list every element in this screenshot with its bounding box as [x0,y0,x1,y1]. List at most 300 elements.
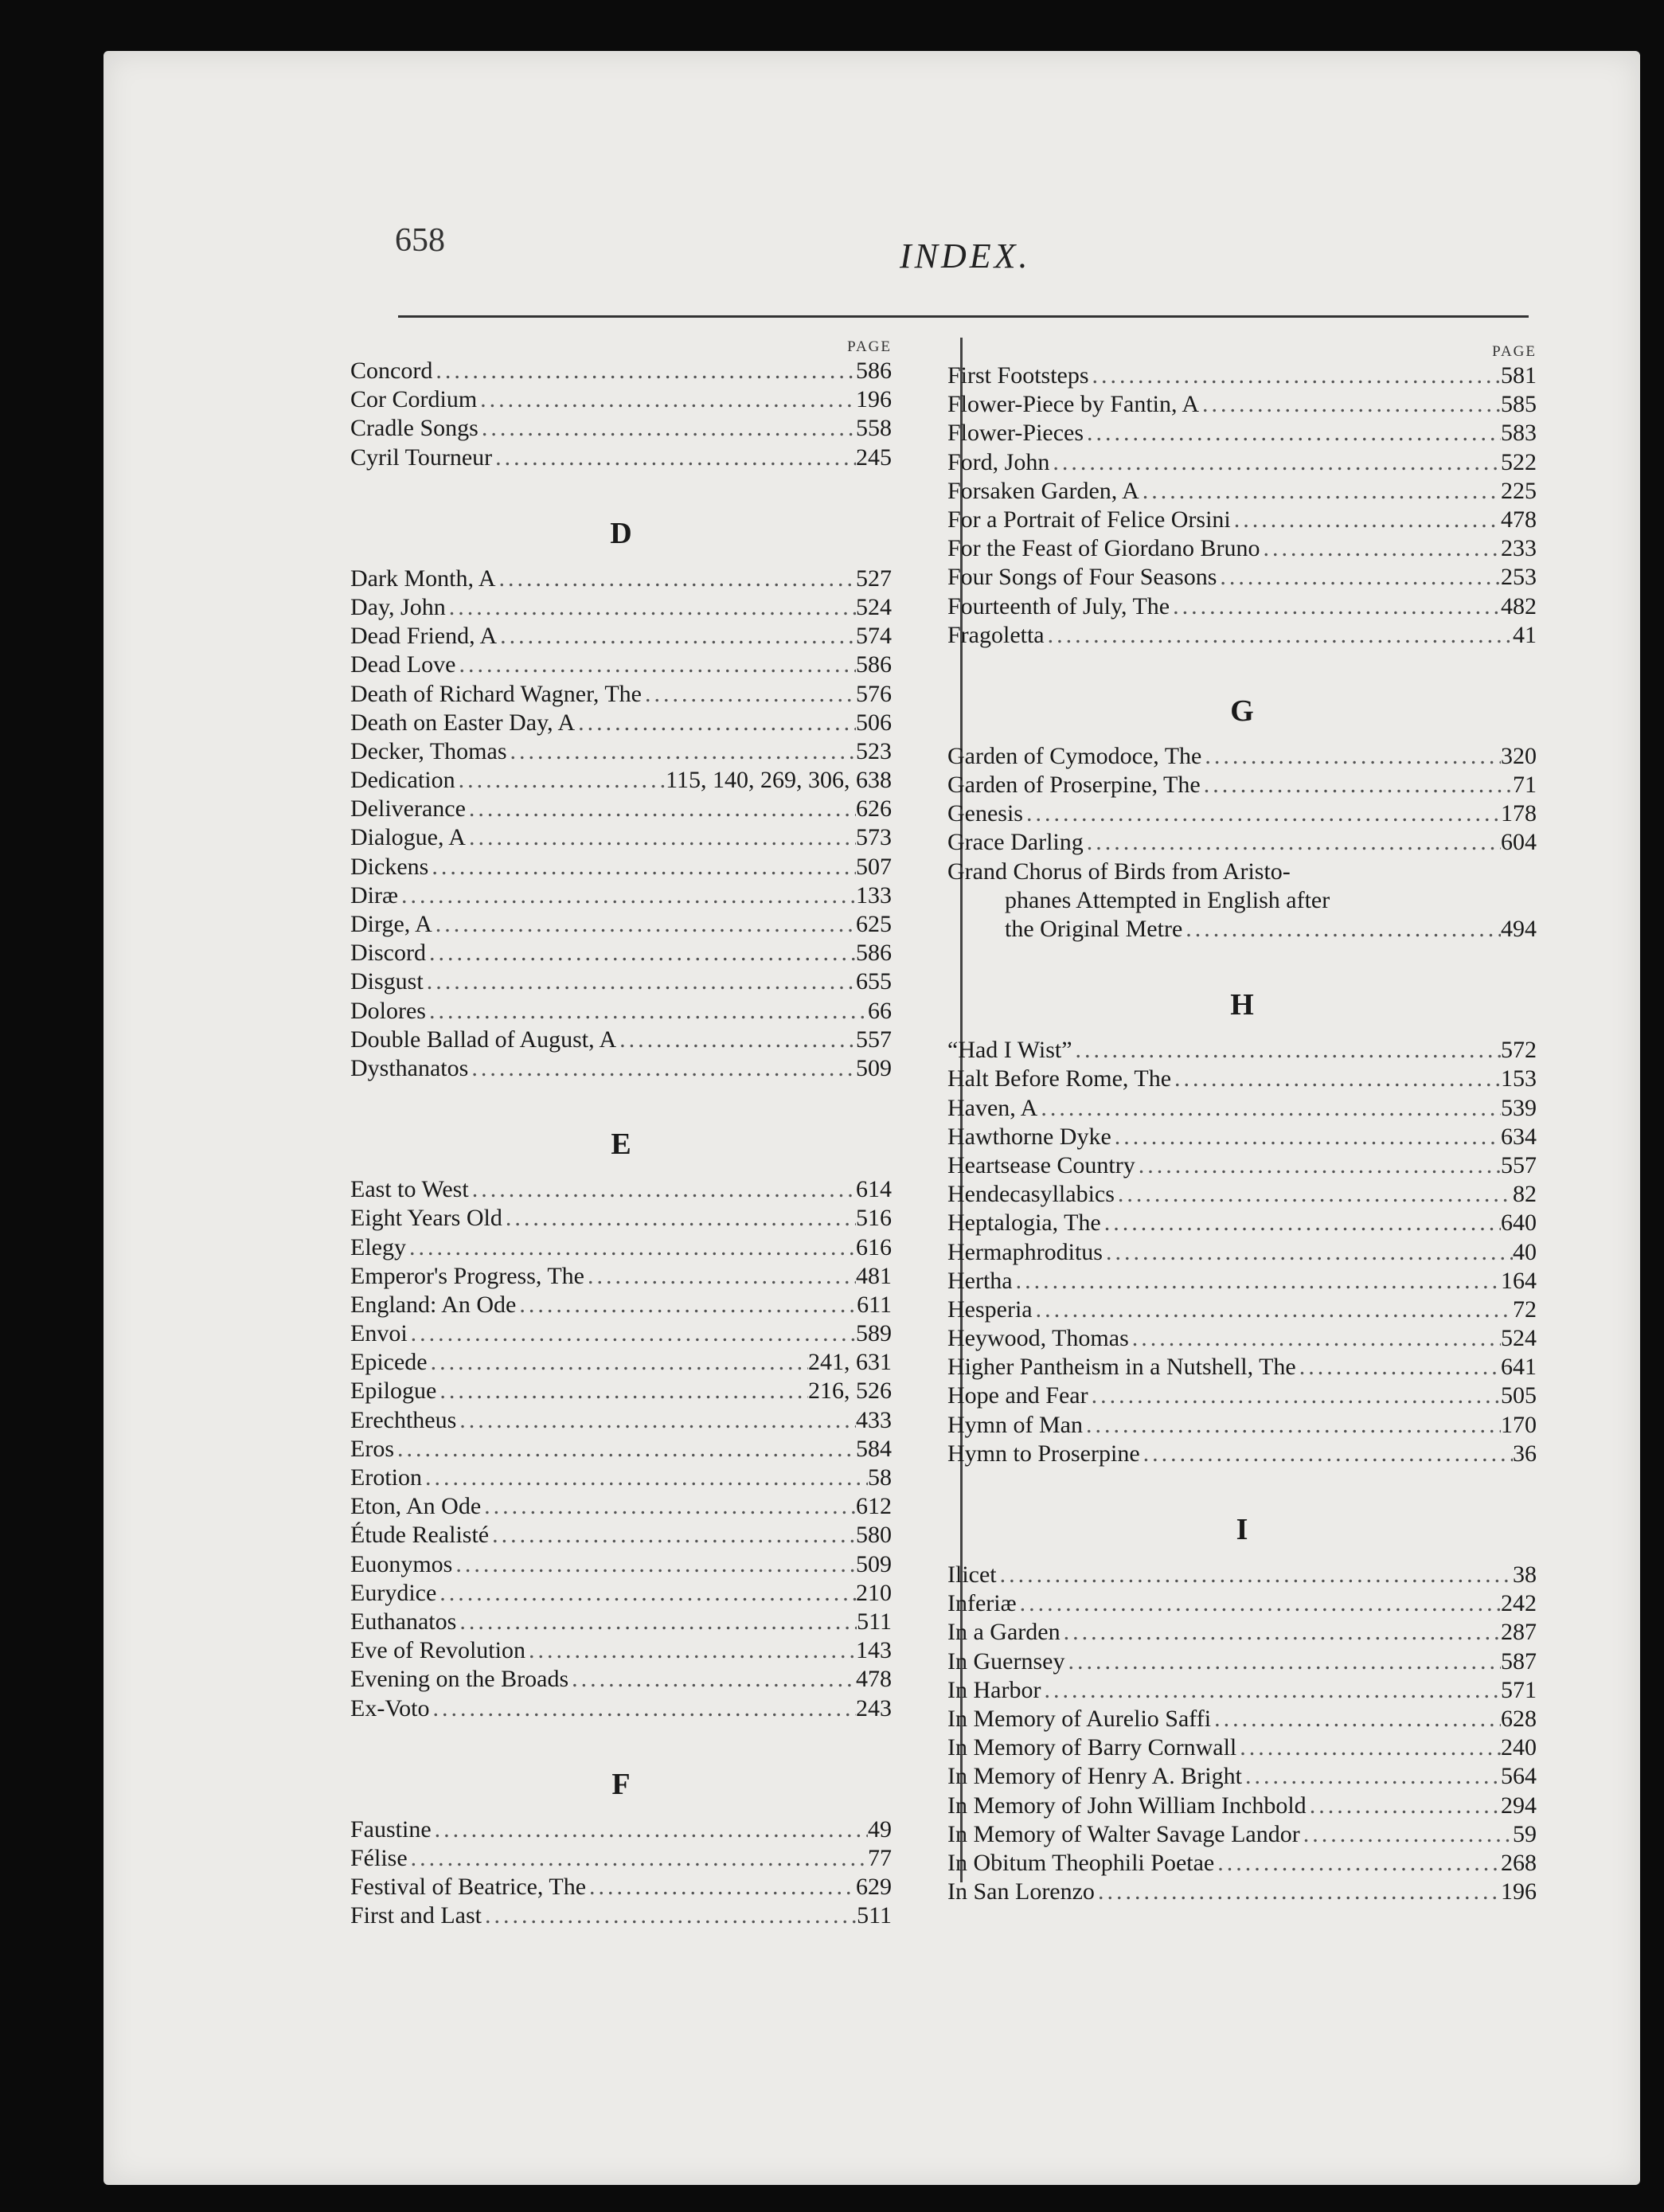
dot-leader [1231,506,1501,534]
dot-leader [525,1636,856,1665]
dot-leader [492,444,856,472]
dot-leader [456,1608,857,1636]
entry-pages: 82 [1513,1181,1537,1208]
entry-title: Dark Month, A [350,565,496,592]
index-entry [350,1319,892,1348]
entry-title: Hendecasyllabics [947,1181,1115,1208]
entry-title: Hermaphroditus [947,1238,1103,1265]
index-entry [947,1353,1537,1382]
entry-pages: 539 [1501,1094,1537,1121]
dot-leader [997,1561,1513,1589]
entry-pages: 511 [857,1902,892,1929]
entry-title: Heartsease Country [947,1151,1135,1178]
entry-pages: 522 [1501,448,1537,475]
index-entry [947,1733,1537,1762]
index-entry [350,680,892,709]
dot-leader [1101,1209,1501,1237]
dot-leader [466,795,856,823]
entry-title: In Guernsey [947,1647,1065,1675]
dot-leader [496,565,857,593]
entry-title: Grand Chorus of Birds from Aristo- [947,858,1291,885]
entry-title: Erechtheus [350,1406,457,1433]
index-entry [947,1411,1537,1440]
section-heading: E [611,1127,631,1162]
dot-leader [1017,1589,1501,1618]
entry-pages: 59 [1513,1820,1537,1847]
entry-pages: 524 [856,593,892,620]
entry-title: Eve of Revolution [350,1637,525,1664]
dot-leader [1199,390,1501,419]
entry-pages: 241, 631 [808,1349,892,1376]
entry-title: Grace Darling [947,829,1084,856]
index-entry [947,1792,1537,1820]
dot-leader [426,939,856,967]
section-heading: D [610,516,632,550]
entry-pages: 268 [1501,1849,1537,1876]
entry-title: Envoi [350,1320,408,1347]
dot-leader [478,414,856,443]
dot-leader [1171,1065,1501,1093]
dot-leader [516,1291,857,1319]
index-entry [350,1492,892,1521]
entry-pages: 294 [1501,1792,1537,1819]
index-entry [350,1233,892,1262]
index-column-right [947,342,1537,1906]
dot-leader [1139,477,1501,506]
dot-leader [432,1815,868,1844]
index-entry [350,414,892,443]
dot-leader [424,967,856,996]
index-entry [947,1820,1537,1849]
section-list [947,686,1537,1906]
entry-title: Eros [350,1435,394,1462]
dot-leader [455,651,856,679]
dot-leader [1084,828,1501,857]
dot-leader [586,1873,856,1901]
index-entry [350,1844,892,1873]
index-entry [350,1204,892,1233]
index-entry [947,1878,1537,1906]
entry-pages: 481 [856,1262,892,1289]
entry-pages: 557 [1501,1151,1537,1178]
dot-leader [1045,621,1513,650]
entry-pages: 38 [1513,1561,1537,1588]
index-entry [947,477,1537,506]
dot-leader [1115,1180,1513,1209]
entry-title: Halt Before Rome, The [947,1065,1172,1092]
entry-title: First and Last [350,1902,482,1929]
entry-pages: 66 [868,997,892,1024]
index-entry [947,799,1537,828]
entry-pages: 583 [1501,420,1537,447]
index-entry [350,357,892,385]
entry-list [350,1815,892,1931]
dot-leader [469,1175,856,1204]
entry-pages: 494 [1501,916,1537,942]
dot-leader [1217,563,1501,592]
entry-title: Elegy [350,1233,406,1260]
entry-pages: 585 [1501,391,1537,418]
index-entry [350,967,892,996]
dot-leader [429,1694,856,1723]
index-entry [947,1762,1537,1791]
entry-pages: 574 [856,623,892,650]
dot-leader [489,1521,856,1550]
index-entry [947,1849,1537,1878]
entry-title: Festival of Beatrice, The [350,1874,587,1901]
entry-pages: 626 [856,795,892,823]
entry-title: Cyril Tourneur [350,444,493,471]
index-entry [947,1618,1537,1647]
page-column-label: PAGE [847,338,892,355]
dot-leader [642,680,856,709]
dot-leader [398,881,856,910]
entry-pages: 482 [1501,592,1537,619]
header-rule [398,315,1529,318]
entry-pages: 509 [856,1550,892,1577]
entry-title: Heywood, Thomas [947,1325,1129,1352]
entry-title: Deliverance [350,795,466,823]
dot-leader [1084,419,1501,447]
section-heading: G [1230,694,1254,728]
index-entry [350,385,892,414]
entry-title: In Memory of Barry Cornwall [947,1734,1237,1761]
index-entry [350,823,892,852]
entry-title: Dirge, A [350,911,432,937]
entry-pages: 225 [1501,477,1537,504]
index-entry [947,1324,1537,1353]
entry-title: Epicede [350,1349,428,1376]
entry-title: Eton, An Ode [350,1493,482,1520]
entry-title: Diræ [350,881,398,909]
index-entry [947,1267,1537,1296]
entry-title: Dedication [350,767,455,794]
dot-leader [1103,1238,1513,1267]
dot-leader [1111,1123,1501,1151]
index-entry [947,621,1537,650]
index-entry [350,565,892,593]
entry-title: Death on Easter Day, A [350,709,576,736]
index-entry [947,742,1537,771]
index-entry [350,1406,892,1435]
entry-title: Fragoletta [947,621,1045,648]
dot-leader [481,1492,856,1521]
index-entry [350,1815,892,1844]
index-entry [350,1665,892,1694]
section-heading: F [611,1767,631,1801]
dot-leader [452,1550,856,1579]
index-entry [350,1579,892,1608]
entry-title: Dolores [350,997,426,1024]
entry-pages: 170 [1501,1411,1537,1438]
dot-leader [426,997,868,1026]
entry-title: In Obitum Theophili Poetae [947,1849,1215,1876]
dot-leader [502,1204,856,1233]
entry-title: In Memory of Aurelio Saffi [947,1705,1212,1732]
entry-title: Faustine [350,1815,432,1843]
dot-leader [1135,1151,1501,1180]
index-entry [350,1377,892,1405]
page-number: 658 [395,222,445,259]
entry-pages: 640 [1501,1210,1537,1237]
entry-pages: 586 [856,358,892,384]
index-entry [947,448,1537,477]
entry-pages: 216, 526 [808,1378,892,1405]
entry-title: Death of Richard Wagner, The [350,680,642,707]
entry-pages: 77 [868,1844,892,1871]
index-entry [350,593,892,622]
entry-title: Concord [350,358,433,384]
index-entry [947,1123,1537,1151]
dot-leader [1064,1647,1501,1676]
entry-pages: 576 [856,680,892,707]
dot-leader [468,1054,856,1083]
entry-pages: 604 [1501,829,1537,856]
index-entry [350,444,892,472]
index-entry [350,910,892,939]
entry-pages: 36 [1513,1440,1537,1467]
index-entry [947,534,1537,563]
entry-pages: 584 [856,1435,892,1462]
index-entry [350,1636,892,1665]
dot-leader [1260,534,1501,563]
entry-pages: 245 [856,444,892,471]
entry-pages: 557 [856,1026,892,1053]
section-list [350,509,892,1931]
dot-leader [1182,915,1501,944]
entry-pages: 242 [1501,1590,1537,1617]
index-entry [947,390,1537,419]
entry-pages: 478 [1501,506,1537,533]
entry-title: Epilogue [350,1378,437,1405]
entry-pages: 178 [1501,800,1537,827]
index-entry [350,1521,892,1550]
entry-title: East to West [350,1176,469,1203]
dot-leader [1061,1618,1501,1647]
entry-pages: 196 [1501,1878,1537,1905]
index-entry [947,1647,1537,1676]
entry-pages: 40 [1513,1238,1537,1265]
dot-leader [1095,1878,1501,1906]
dot-leader [1037,1094,1501,1123]
index-entry [350,1901,892,1930]
page-column-label: PAGE [1492,343,1537,360]
entry-pages: 628 [1501,1705,1537,1732]
index-entry [350,1435,892,1464]
entry-title: Garden of Cymodoce, The [947,742,1202,769]
index-entry [947,419,1537,447]
index-entry [350,1291,892,1319]
section-heading: H [1230,988,1254,1022]
section-heading: I [1236,1513,1248,1546]
entry-title: “Had I Wist” [947,1037,1072,1064]
index-entry [947,1382,1537,1410]
index-entry [350,1054,892,1083]
dot-leader [1033,1296,1513,1324]
index-entry [947,1705,1537,1733]
dot-leader [408,1319,856,1348]
entry-pages: 253 [1501,564,1537,591]
index-entry [350,881,892,910]
index-entry [947,1209,1537,1237]
entry-title: Four Songs of Four Seasons [947,564,1217,591]
dot-leader [422,1464,868,1492]
entry-pages: 523 [856,737,892,764]
entry-pages: 587 [1501,1647,1537,1675]
entry-title: Euonymos [350,1550,453,1577]
entry-title: Day, John [350,593,446,620]
dot-leader [568,1665,856,1694]
entry-pages: 581 [1501,362,1537,389]
index-entry [947,1094,1537,1123]
dot-leader [1089,362,1501,390]
entry-pages: 625 [856,911,892,937]
index-entry [350,1694,892,1723]
entry-title: Dialogue, A [350,824,466,851]
entry-list [947,1561,1537,1906]
dot-leader [1214,1849,1501,1878]
dot-leader [497,622,856,651]
dot-leader [477,385,856,414]
entry-title: In Harbor [947,1676,1041,1703]
entry-title: Garden of Proserpine, The [947,772,1201,799]
index-entry [947,771,1537,799]
dot-leader [1013,1267,1501,1296]
entry-pages: 629 [856,1874,892,1901]
dot-leader [1300,1820,1513,1849]
dot-leader [432,910,856,939]
dot-leader [1170,592,1501,621]
index-entry [350,1550,892,1579]
entry-pages: 164 [1501,1267,1537,1294]
dot-leader [584,1262,856,1291]
entry-title: In Memory of Walter Savage Landor [947,1820,1300,1847]
entry-title: Cor Cordium [350,386,478,413]
dot-leader [408,1844,868,1873]
entry-pages: 527 [856,565,892,592]
entry-title: Dickens [350,853,429,880]
entry-title: Eight Years Old [350,1205,502,1232]
entry-title: England: An Ode [350,1291,517,1318]
entry-title: In Memory of Henry A. Bright [947,1763,1242,1790]
entry-continuation [947,915,1537,944]
entry-pages: 243 [856,1694,892,1722]
index-entry [350,853,892,881]
entry-title: Dysthanatos [350,1054,469,1081]
entry-pages: 478 [856,1666,892,1693]
entry-pages: 115, 140, 269, 306, 638 [666,767,892,794]
entry-title: Hesperia [947,1296,1033,1323]
entry-title: Cradle Songs [350,415,478,442]
entry-title: Eurydice [350,1579,437,1606]
index-entry [947,563,1537,592]
dot-leader [1023,799,1501,828]
entry-pages: 41 [1513,621,1537,648]
entry-pages: 433 [856,1406,892,1433]
dot-leader [466,823,856,852]
entry-title: In a Garden [947,1619,1061,1646]
entry-pages: 589 [856,1320,892,1347]
dot-leader [1049,448,1501,477]
entry-pages: 641 [1501,1354,1537,1381]
entry-title: Decker, Thomas [350,737,507,764]
entry-title: Ford, John [947,448,1050,475]
index-entry [350,1348,892,1377]
entry-continuation [947,886,1537,915]
entry-pages: 634 [1501,1123,1537,1150]
index-entry [947,1238,1537,1267]
index-entry [947,1676,1537,1705]
dot-leader [428,1348,808,1377]
dot-leader [1072,1036,1501,1065]
index-entry [947,592,1537,621]
entry-list [947,742,1537,944]
dot-leader [406,1233,856,1262]
dot-leader [1242,1762,1501,1791]
entry-pages: 558 [856,415,892,442]
running-title: INDEX. [900,236,1031,276]
index-entry [947,1151,1537,1180]
entry-title: Hope and Fear [947,1382,1088,1409]
entry-pages: 516 [856,1205,892,1232]
entry-pages: 49 [868,1815,892,1843]
dot-leader [1296,1353,1501,1382]
entry-pages: 580 [856,1522,892,1549]
entry-pages: 58 [868,1464,892,1491]
entry-title: Félise [350,1844,408,1871]
entry-pages: 133 [856,881,892,909]
dot-leader [446,593,856,622]
dot-leader [1129,1324,1501,1353]
dot-leader [432,357,856,385]
index-entry [947,1589,1537,1618]
entry-pages: 655 [856,968,892,995]
entry-pages: 210 [856,1579,892,1606]
index-entry [947,1180,1537,1209]
index-entry [350,939,892,967]
index-entry [350,1608,892,1636]
dot-leader [1236,1733,1501,1762]
entry-pages: 507 [856,853,892,880]
entry-pages: 571 [1501,1676,1537,1703]
entry-pages: 511 [857,1608,892,1635]
entry-title: Discord [350,940,426,967]
index-entry [947,1065,1537,1093]
entry-list [350,357,892,472]
entry-pages: 233 [1501,535,1537,562]
entry-pages: 573 [856,824,892,851]
index-entry [947,828,1537,857]
entry-pages: 320 [1501,742,1537,769]
index-entry [350,1262,892,1291]
entry-title: Hymn to Proserpine [947,1440,1140,1467]
dot-leader [616,1026,856,1054]
index-entry [350,709,892,737]
index-entry [350,1873,892,1901]
index-entry [350,622,892,651]
entry-pages: 586 [856,940,892,967]
entry-pages: 153 [1501,1065,1537,1092]
dot-leader [456,1406,856,1435]
dot-leader [507,737,856,766]
dot-leader [482,1901,857,1930]
entry-title: Heptalogia, The [947,1210,1101,1237]
index-entry [947,1561,1537,1589]
entry-pages: 72 [1513,1296,1537,1323]
entry-title: Higher Pantheism in a Nutshell, The [947,1354,1296,1381]
entry-title: Dead Love [350,651,456,678]
entry-title: Ex-Voto [350,1694,430,1722]
